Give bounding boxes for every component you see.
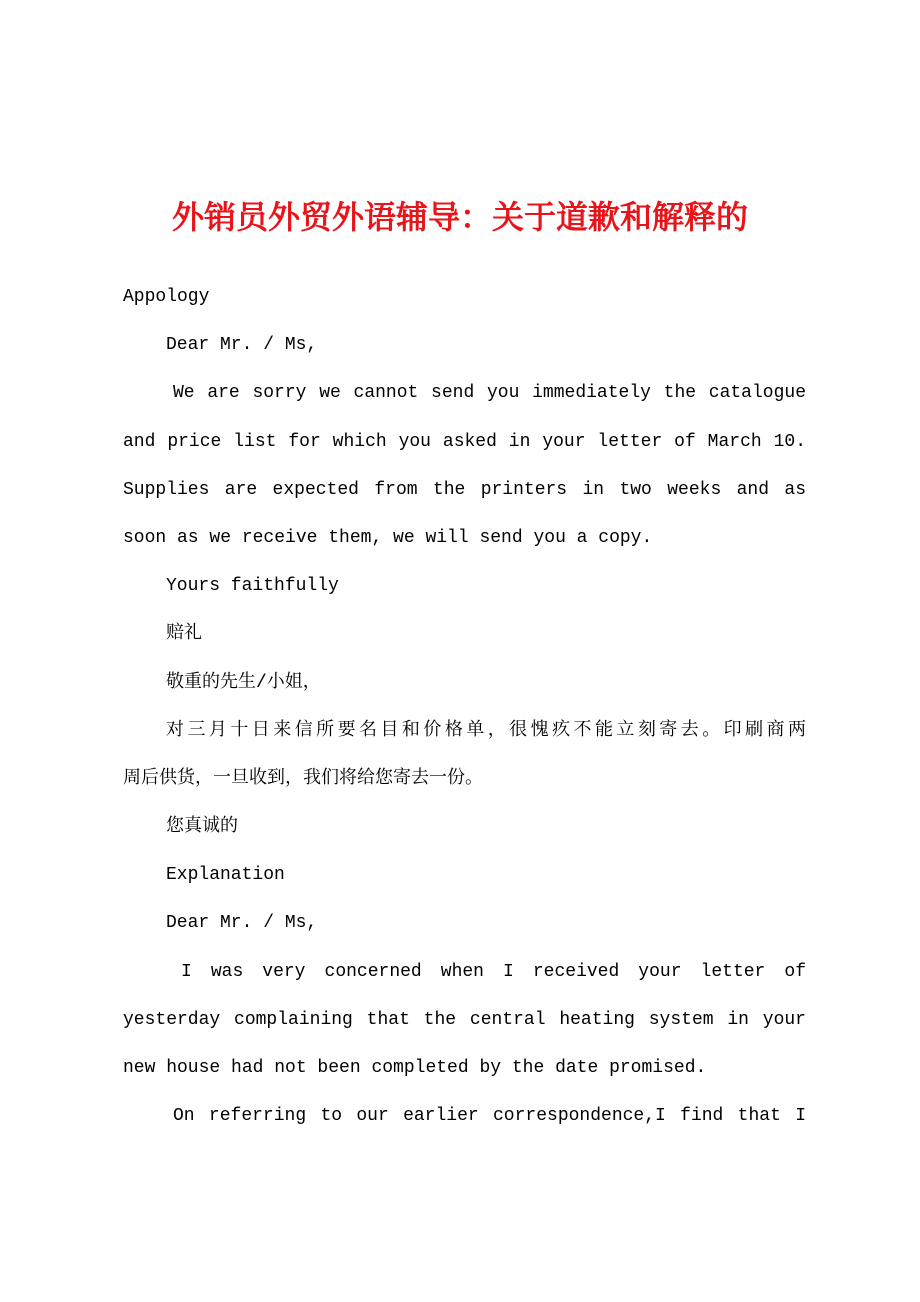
closing-chinese: 您真诚的: [166, 817, 238, 838]
heading-chinese-apology: 赔礼: [166, 624, 202, 645]
paragraph-line: new house had not been completed by the date promised.: [123, 1058, 707, 1078]
paragraph-line: 对三月十日来信所要名目和价格单，很愧疚不能立刻寄去。印刷商两: [166, 720, 806, 741]
heading-explanation: Explanation: [166, 865, 285, 886]
document-title: 外销员外贸外语辅导：关于道歉和解释的: [171, 198, 748, 236]
salutation: Dear Mr. / Ms,: [166, 913, 318, 934]
document-body: [123, 273, 806, 1140]
closing: Yours faithfully: [166, 576, 339, 597]
paragraph-line: I was very concerned when I received your letter of: [181, 961, 806, 982]
salutation: Dear Mr. / Ms,: [166, 335, 318, 356]
paragraph-line: Supplies are expected from the printers in two weeks and as: [123, 479, 806, 500]
paragraph-line: yesterday complaining that the central heating system in your: [123, 1009, 806, 1030]
paragraph-line: We are sorry we cannot send you immediately the catalogue: [173, 383, 806, 404]
heading-appology: Appology: [123, 287, 210, 307]
paragraph-line: 周后供货，一旦收到，我们将给您寄去一份。: [123, 768, 483, 789]
salutation-chinese: 敬重的先生/小姐，: [166, 672, 321, 693]
paragraph-line: soon as we receive them, we will send you a copy.: [123, 527, 653, 548]
paragraph-line: On referring to our earlier correspondence,I find that I: [173, 1106, 806, 1127]
paragraph-line: and price list for which you asked in your letter of March 10.: [123, 431, 806, 452]
